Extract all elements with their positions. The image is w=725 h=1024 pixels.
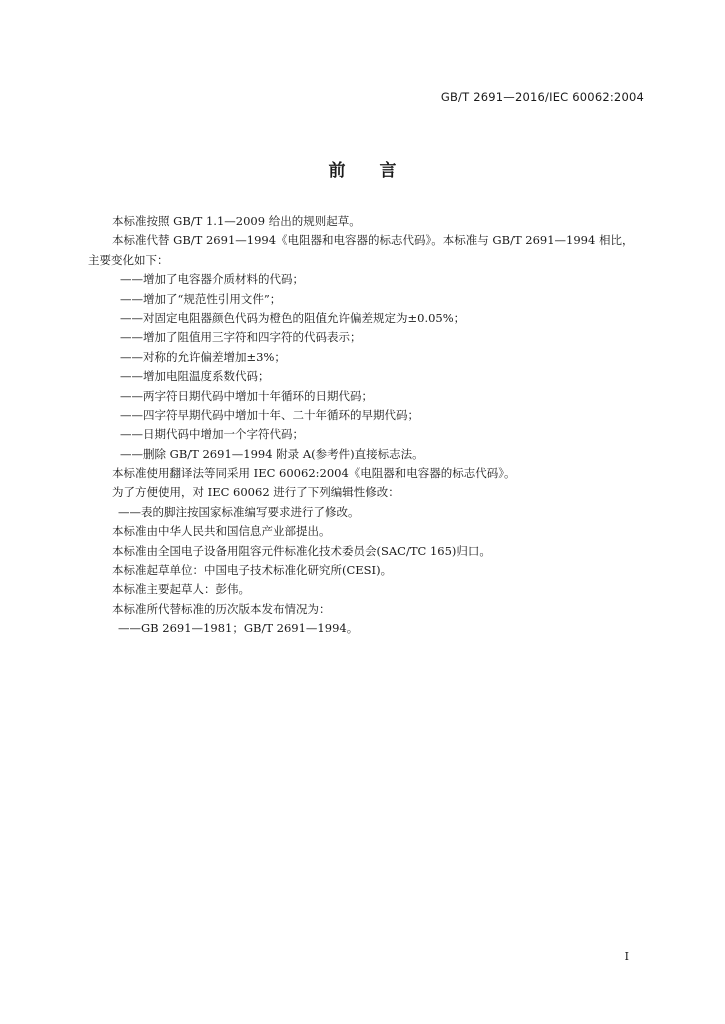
page-number: I	[624, 950, 629, 963]
standard-code-header: GB/T 2691—2016/IEC 60062:2004	[440, 90, 644, 104]
list-item: ——删除 GB/T 2691—1994 附录 A(参考件)直接标志法。	[120, 446, 424, 461]
paragraph-adoption: 本标准使用翻译法等同采用 IEC 60062:2004《电阻器和电容器的标志代码》。	[112, 466, 516, 481]
paragraph-proposed-by: 本标准由中华人民共和国信息产业部提出。	[112, 524, 331, 539]
list-item: ——表的脚注按国家标准编写要求进行了修改。	[118, 504, 360, 519]
paragraph-history: 本标准所代替标准的历次版本发布情况为：	[112, 601, 331, 616]
list-item: ——增加了“规范性引用文件”；	[120, 291, 282, 306]
list-item: ——GB 2691—1981；GB/T 2691—1994。	[118, 621, 359, 636]
list-item: ——增加了电容器介质材料的代码；	[120, 272, 304, 287]
paragraph-drafting-rules: 本标准按照 GB/T 1.1—2009 给出的规则起草。	[112, 214, 361, 228]
list-item: ——增加电阻温度系数代码；	[120, 369, 270, 384]
list-item: ——对固定电阻器颜色代码为橙色的阻值允许偏差规定为±0.05%；	[120, 310, 466, 325]
paragraph-main-changes: 主要变化如下：	[88, 252, 169, 267]
foreword-body	[88, 212, 648, 639]
list-item: ——日期代码中增加一个字符代码；	[120, 427, 304, 442]
paragraph-under-jurisdiction: 本标准由全国电子设备用阻容元件标准化技术委员会(SAC/TC 165)归口。	[112, 543, 491, 558]
paragraph-drafting-unit: 本标准起草单位：中国电子技术标准化研究所(CESI)。	[112, 563, 393, 578]
list-item: ——对称的允许偏差增加±3%；	[120, 349, 286, 364]
page-title: 前言	[328, 161, 431, 181]
paragraph-replaces: 本标准代替 GB/T 2691—1994《电阻器和电容器的标志代码》。本标准与 GB/T 2691—1994 相比，	[112, 233, 634, 248]
list-item: ——四字符早期代码中增加十年、二十年循环的早期代码；	[120, 407, 419, 422]
list-item: ——增加了阻值用三字符和四字符的代码表示；	[120, 330, 362, 345]
paragraph-editorial: 为了方便使用，对 IEC 60062 进行了下列编辑性修改：	[112, 485, 400, 500]
paragraph-drafters: 本标准主要起草人：彭伟。	[112, 582, 250, 597]
list-item: ——两字符日期代码中增加十年循环的日期代码；	[120, 388, 373, 403]
